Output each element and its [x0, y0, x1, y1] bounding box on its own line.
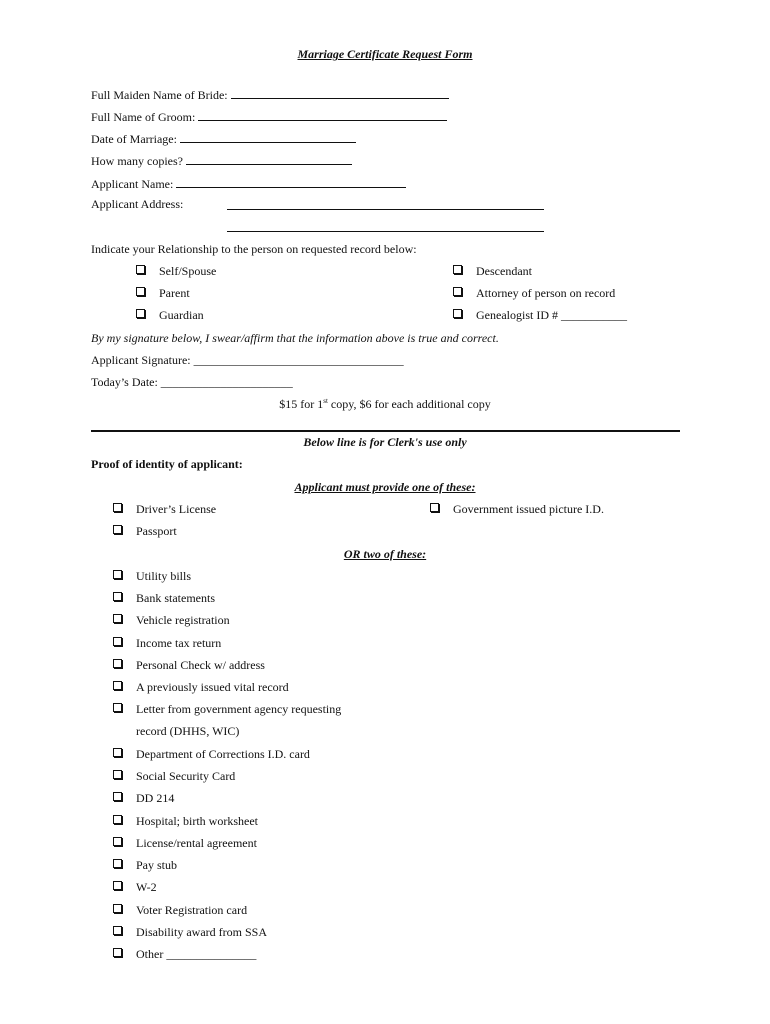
copies-blank[interactable] — [186, 153, 352, 165]
relationship-option[interactable] — [136, 309, 204, 321]
option-label-continued: record (DHHS, WIC) — [136, 724, 240, 738]
option-label: Personal Check w/ address — [136, 658, 265, 672]
oath-statement: By my signature below, I swear/affirm that the information above is true and correct. — [91, 331, 499, 345]
groom-name-label: Full Name of Groom: — [91, 110, 196, 124]
option-label: A previously issued vital record — [136, 680, 289, 694]
or-two-heading: OR two of these: — [343, 547, 427, 561]
secondary-id-option[interactable] — [113, 637, 221, 649]
option-label: Bank statements — [136, 591, 215, 605]
option-label: Genealogist ID # ___________ — [476, 308, 627, 322]
marriage-date-field[interactable] — [91, 131, 356, 145]
relationship-option[interactable] — [453, 265, 532, 277]
marriage-date-label: Date of Marriage: — [91, 132, 177, 146]
todays-date-field[interactable]: Today’s Date: ______________________ — [91, 375, 293, 389]
secondary-id-option[interactable] — [113, 815, 258, 827]
checkbox-icon[interactable] — [113, 904, 122, 913]
checkbox-icon[interactable] — [430, 503, 439, 512]
must-provide-heading: Applicant must provide one of these: — [294, 480, 476, 494]
checkbox-icon[interactable] — [113, 926, 122, 935]
option-label: Attorney of person on record — [476, 286, 616, 300]
primary-id-option[interactable] — [113, 503, 216, 515]
applicant-name-blank[interactable] — [176, 176, 406, 188]
option-label: Social Security Card — [136, 769, 236, 783]
primary-id-option[interactable] — [113, 525, 177, 537]
fee-suffix: copy, $6 for each additional copy — [327, 397, 491, 411]
checkbox-icon[interactable] — [113, 525, 122, 534]
checkbox-icon[interactable] — [453, 265, 462, 274]
checkbox-icon[interactable] — [113, 792, 122, 801]
option-label: DD 214 — [136, 791, 175, 805]
proof-heading: Proof of identity of applicant: — [91, 457, 243, 471]
option-label: Voter Registration card — [136, 903, 248, 917]
secondary-id-option[interactable] — [113, 659, 265, 671]
checkbox-icon[interactable] — [453, 287, 462, 296]
secondary-id-option[interactable] — [113, 570, 191, 582]
checkbox-icon[interactable] — [113, 881, 122, 890]
fee-superscript: st — [323, 397, 328, 405]
address-line-1[interactable] — [227, 209, 544, 210]
option-label: Vehicle registration — [136, 613, 230, 627]
checkbox-icon[interactable] — [113, 614, 122, 623]
checkbox-icon[interactable] — [113, 592, 122, 601]
address-line-2[interactable] — [227, 231, 544, 232]
copies-label: How many copies? — [91, 154, 183, 168]
secondary-id-option[interactable] — [113, 792, 174, 804]
form-title: Marriage Certificate Request Form — [297, 47, 473, 61]
secondary-id-option[interactable] — [113, 904, 247, 916]
checkbox-icon[interactable] — [113, 815, 122, 824]
option-label: Income tax return — [136, 636, 222, 650]
checkbox-icon[interactable] — [113, 681, 122, 690]
checkbox-icon[interactable] — [113, 659, 122, 668]
fee-prefix: $15 for 1 — [279, 397, 324, 411]
checkbox-icon[interactable] — [136, 287, 145, 296]
applicant-name-label: Applicant Name: — [91, 177, 174, 191]
option-label: Guardian — [159, 308, 204, 322]
checkbox-icon[interactable] — [136, 265, 145, 274]
checkbox-icon[interactable] — [113, 748, 122, 757]
option-label: Disability award from SSA — [136, 925, 267, 939]
secondary-id-option[interactable] — [113, 681, 289, 693]
checkbox-icon[interactable] — [113, 703, 122, 712]
checkbox-icon[interactable] — [113, 503, 122, 512]
secondary-id-option[interactable] — [113, 770, 235, 782]
checkbox-icon[interactable] — [113, 948, 122, 957]
option-label: Government issued picture I.D. — [453, 502, 604, 516]
checkbox-icon[interactable] — [113, 770, 122, 779]
option-label: Pay stub — [136, 858, 178, 872]
secondary-id-option[interactable] — [113, 614, 230, 626]
relationship-option[interactable] — [136, 265, 216, 277]
option-label: Department of Corrections I.D. card — [136, 747, 310, 761]
option-label: Hospital; birth worksheet — [136, 814, 258, 828]
secondary-id-option[interactable] — [113, 948, 256, 960]
checkbox-icon[interactable] — [113, 637, 122, 646]
secondary-id-option[interactable] — [113, 703, 341, 715]
relationship-option[interactable] — [453, 309, 627, 321]
applicant-address-label: Applicant Address: — [91, 197, 184, 211]
option-label: Driver’s License — [136, 502, 217, 516]
bride-name-field[interactable] — [91, 87, 449, 101]
option-label: Other _______________ — [136, 947, 257, 961]
clerk-divider — [91, 430, 680, 432]
copies-field[interactable] — [91, 153, 352, 167]
relationship-option[interactable] — [136, 287, 190, 299]
checkbox-icon[interactable] — [136, 309, 145, 318]
marriage-date-blank[interactable] — [180, 131, 356, 143]
option-label: Letter from government agency requesting — [136, 702, 342, 716]
checkbox-icon[interactable] — [113, 570, 122, 579]
secondary-id-option[interactable] — [113, 837, 257, 849]
option-label: Self/Spouse — [159, 264, 217, 278]
relationship-option[interactable] — [453, 287, 615, 299]
secondary-id-option[interactable] — [113, 859, 177, 871]
signature-field[interactable]: Applicant Signature: ___________________________________ — [91, 353, 404, 367]
secondary-id-option[interactable] — [113, 926, 267, 938]
bride-name-blank[interactable] — [231, 87, 449, 99]
option-label: Parent — [159, 286, 190, 300]
fee-note — [0, 398, 770, 410]
secondary-id-option[interactable] — [113, 592, 215, 604]
clerk-heading: Below line is for Clerk's use only — [303, 435, 467, 449]
secondary-id-option[interactable] — [113, 748, 310, 760]
checkbox-icon[interactable] — [113, 859, 122, 868]
option-label: Descendant — [476, 264, 532, 278]
option-label: W-2 — [136, 880, 157, 894]
applicant-name-field[interactable] — [91, 176, 406, 190]
bride-name-label: Full Maiden Name of Bride: — [91, 88, 228, 102]
primary-id-option[interactable] — [430, 503, 604, 515]
relationship-prompt: Indicate your Relationship to the person on requested record below: — [91, 242, 417, 256]
checkbox-icon[interactable] — [113, 837, 122, 846]
option-label: Utility bills — [136, 569, 192, 583]
checkbox-icon[interactable] — [453, 309, 462, 318]
option-label: License/rental agreement — [136, 836, 257, 850]
option-label: Passport — [136, 524, 177, 538]
groom-name-blank[interactable] — [198, 109, 447, 121]
groom-name-field[interactable] — [91, 109, 447, 123]
secondary-id-option[interactable] — [113, 881, 157, 893]
